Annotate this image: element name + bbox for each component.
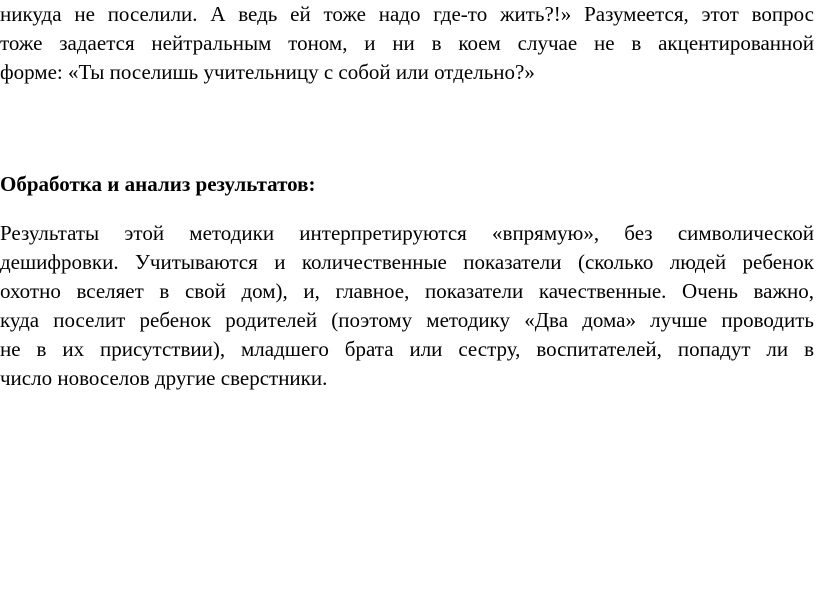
paragraph-results — [0, 219, 814, 393]
text-line: дешифровки. Учитываются и количественные показатели (сколько людей ребенок — [0, 250, 814, 274]
paragraph-question-tone — [0, 0, 814, 87]
text-line: куда поселит ребенок родителей (поэтому методику «Два дома» лучше проводить — [0, 308, 814, 332]
text-line: Результаты этой методики интерпретируются «впрямую», без символической — [0, 221, 814, 245]
text-line: никуда не поселили. А ведь ей тоже надо где-то жить?!» Разумеется, этот вопрос — [0, 2, 814, 26]
text-line: охотно вселяет в свой дом), и, главное, показатели качественные. Очень важно, — [0, 279, 814, 303]
text-line: число новоселов другие сверстники. — [0, 366, 328, 390]
text-line: не в их присутствии), младшего брата или сестру, воспитателей, попадут ли в — [0, 337, 814, 361]
section-heading: Обработка и анализ результатов: — [0, 172, 316, 196]
text-line: форме: «Ты поселишь учительницу с собой или отдельно?» — [0, 60, 535, 84]
text-line: тоже задается нейтральным тоном, и ни в коем случае не в акцентированной — [0, 31, 814, 55]
